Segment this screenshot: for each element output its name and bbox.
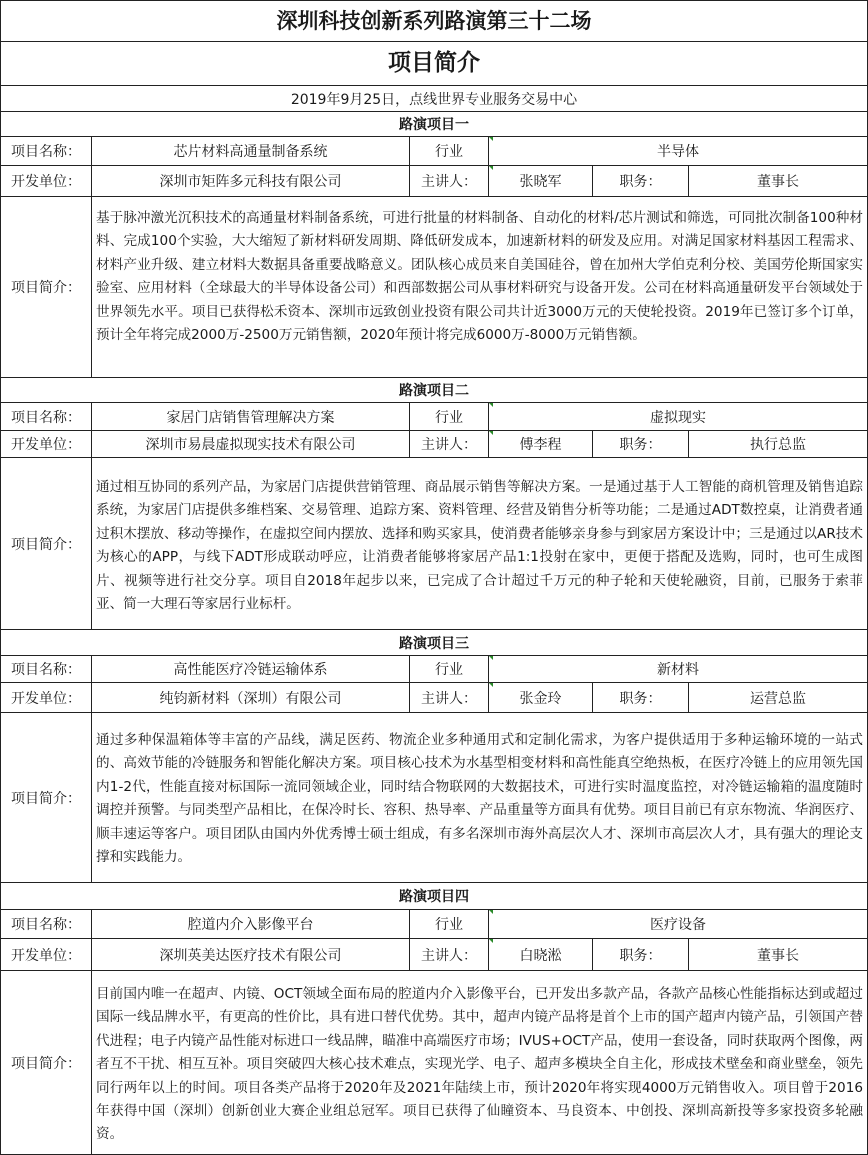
project-name: 高性能医疗冷链运输体系 [92,656,410,682]
intro-row [1,971,867,1154]
industry-label: 行业 [410,910,489,938]
date-venue: 2019年9月25日，点线世界专业服务交易中心 [290,91,578,108]
industry-label: 行业 [410,403,489,430]
presenter-label: 主讲人： [410,166,489,196]
title-row [1,1,867,42]
intro-row [1,713,867,883]
presenter-name: 傅李程 [489,431,593,457]
industry-value: 半导体 [657,144,699,160]
industry-value: 新材料 [657,662,699,678]
position-value: 董事长 [757,174,799,190]
project-name-row [1,910,867,939]
company-name: 纯钧新材料（深圳）有限公司 [92,683,410,712]
intro-text: 通过相互协同的系列产品，为家居门店提供营销管理、商品展示销售等解决方案。一是通过基于人工智能的商机管理及销售追踪系统，为家居门店提供多维档案、交易管理、追踪方案、资料管理、经营及销售分析等功能；二是通过ADT数控桌，让消费者通过积木摆放、移动等操作，在虚拟空间内摆放、选择和购买家具，使消费者能够亲身参与到家居方案设计中；三是通过以AR技术为核心的APP，与线下ADT形成联动呼应，让消费者能够将家居产品1:1投射在家中，更便于搭配及选购，同时，也可生成图片、视频等进行社交分享。项目自2018年起步以来，已完成了合计超过千万元的种子轮和天使轮融资，目前，已服务于索菲亚、简一大理石等家居行业标杆。 [96,479,863,613]
developer-row [1,431,867,458]
position-label: 职务： [593,166,689,196]
developer-row [1,939,867,971]
position-value: 运营总监 [750,690,806,707]
presenter-name: 白晓淞 [489,939,593,970]
project-name-label: 项目名称： [1,137,92,165]
developer-label: 开发单位： [1,166,92,196]
company-name: 深圳英美达医疗技术有限公司 [92,939,410,970]
section-header [1,883,867,910]
company-name: 深圳市易晨虚拟现实技术有限公司 [92,431,410,457]
section-title: 路演项目二 [399,383,469,399]
project-name-label: 项目名称： [1,910,92,938]
developer-label: 开发单位： [1,431,92,457]
project-name: 家居门店销售管理解决方案 [92,403,410,430]
project-name-row [1,403,867,431]
presenter-label: 主讲人： [410,431,489,457]
page-title: 深圳科技创新系列路演第三十二场 [276,9,592,33]
intro-label: 项目简介： [1,458,92,629]
project-name: 芯片材料高通量制备系统 [92,137,410,165]
intro-text: 目前国内唯一在超声、内镜、OCT领域全面布局的腔道内介入影像平台，已开发出多款产品，各款产品核心性能指标达到或超过国际一线品牌水平，有更高的性价比，具有进口替代优势。其中，超声内镜产品将是首个上市的国产超声内镜产品，引领国产替代进程；电子内镜产品性能对标进口一线品牌，瞄准中高端医疗市场；IVUS+OCT产品，使用一套设备，同时获取两个图像，两者互不干扰、相互互补。项目突破四大核心技术难点，实现光学、电子、超声多模块全自主化，形成技术壁垒和商业壁垒，领先同行两年以上的时间。项目各类产品将于2020年及2021年陆续上市，预计2020年将实现4000万元销售收入。项目曾于2016年获得中国（深圳）创新创业大赛企业组总冠军。项目已获得了仙瞳资本、马良资本、中创投、深圳高新投等多家投资多轮融资。 [96,986,863,1143]
developer-row [1,166,867,197]
company-name: 深圳市矩阵多元科技有限公司 [92,166,410,196]
position-value: 董事长 [757,947,799,964]
date-row [1,86,867,112]
position-label: 职务： [593,683,689,712]
industry-value: 医疗设备 [650,917,706,933]
project-name-label: 项目名称： [1,656,92,682]
intro-row [1,458,867,630]
intro-label: 项目简介： [1,971,92,1154]
subtitle-row [1,42,867,86]
developer-label: 开发单位： [1,939,92,970]
section-header [1,378,867,403]
intro-text: 基于脉冲激光沉积技术的高通量材料制备系统，可进行批量的材料制备、自动化的材料/芯片测试和筛选，可同批次制备100种材料、完成100个实验，大大缩短了新材料研发周期、降低研发成本，加速新材料的研发及应用。对满足国家材料基因工程需求、材料产业升级、建立材料大数据具备重要战略意义。团队核心成员来自美国硅谷，曾在加州大学伯克利分校、美国劳伦斯国家实验室、应用材料（全球最大的半导体设备公司）和西部数据公司从事材料研究与设备开发。公司在材料高通量研发平台领域处于世界领先水平。项目已获得松禾资本、深圳市远致创业投资有限公司共计近3000万元的天使轮投资。2019年已签订多个订单，预计全年将完成2000万-2500万元销售额，2020年预计将完成6000万-8000万元销售额。 [96,210,863,344]
page-subtitle: 项目简介 [388,50,480,76]
project-name: 腔道内介入影像平台 [92,910,410,938]
section-title: 路演项目一 [399,117,469,133]
developer-label: 开发单位： [1,683,92,712]
project-name-row [1,656,867,683]
section-title: 路演项目三 [399,635,469,652]
industry-label: 行业 [410,137,489,165]
industry-value: 虚拟现实 [650,409,706,426]
intro-row [1,197,867,378]
position-label: 职务： [593,431,689,457]
intro-text: 通过多种保温箱体等丰富的产品线，满足医药、物流企业多种通用式和定制化需求，为客户提供适用于多种运输环境的一站式的、高效节能的冷链服务和智能化解决方案。项目核心技术为水基型相变材料和高性能真空绝热板，在医疗冷链上的应用领先国内1-2代，性能直接对标国际一流同领域企业，同时结合物联网的大数据技术，可进行实时温度监控，对冷链运输箱的温度随时调控并预警。与同类型产品相比，在保冷时长、容积、热导率、产品重量等方面具有优势。项目目前已有京东物流、华润医疗、顺丰速运等客户。项目团队由国内外优秀博士硕士组成，有多名深圳市海外高层次人才、深圳市高层次人才，具有强大的理论支撑和实践能力。 [96,732,863,866]
section-header [1,112,867,137]
developer-row [1,683,867,713]
presenter-label: 主讲人： [410,683,489,712]
position-value: 执行总监 [750,437,806,453]
presenter-name: 张晓军 [489,166,593,196]
industry-label: 行业 [410,656,489,682]
project-name-label: 项目名称： [1,403,92,430]
presenter-name: 张金玲 [489,683,593,712]
intro-label: 项目简介： [1,197,92,377]
section-header [1,630,867,656]
intro-label: 项目简介： [1,713,92,882]
presenter-label: 主讲人： [410,939,489,970]
section-title: 路演项目四 [399,889,469,905]
project-name-row [1,137,867,166]
position-label: 职务： [593,939,689,970]
